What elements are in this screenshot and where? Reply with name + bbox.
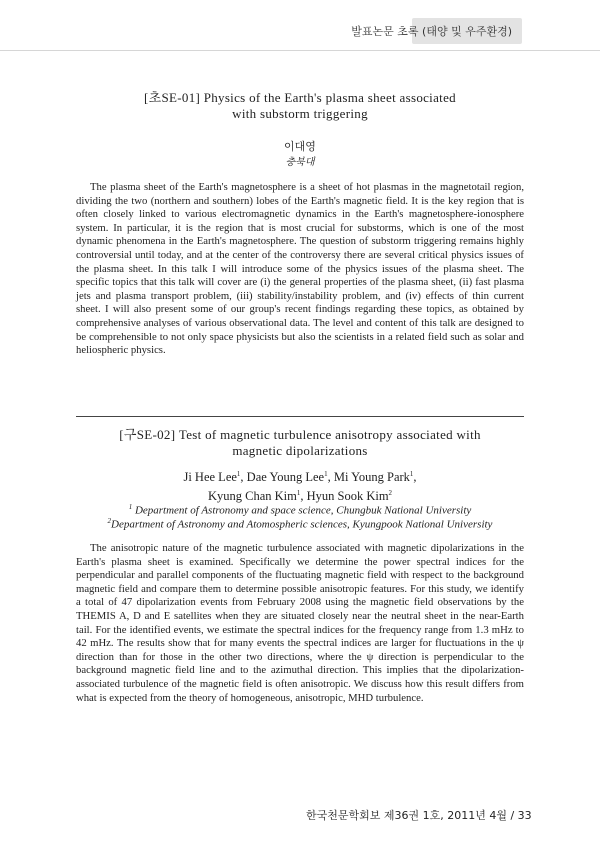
article2-title-line1: [구SE-02] Test of magnetic turbulence anisotropy associated with	[119, 427, 481, 442]
article1-affiliation: 충북대	[285, 157, 315, 168]
page-footer-citation: 한국천문학회보 제36권 1호, 2011년 4월 / 33	[306, 809, 532, 822]
article2-authors	[0, 466, 600, 504]
article2-authors-line1: Ji Hee Lee$^1$, Dae Young Lee$^1$, Mi Young Park$^1$,	[183, 470, 417, 485]
article1-title-line2: with substorm triggering	[232, 106, 368, 121]
article1-title	[86, 90, 514, 122]
affiliation-sup: 1	[128, 503, 133, 511]
affiliation-text: Department of Astronomy and space science, Chungbuk National University	[132, 504, 472, 517]
author-name: Hyun Sook Kim	[306, 489, 389, 504]
article1-author: 이대영	[284, 140, 316, 153]
author-sup: 2	[388, 489, 393, 498]
article2-abstract: The anisotropic nature of the magnetic turbulence associated with magnetic dipolarizations in the Earth's plasma sheet is examined. Specifically we determine the power spectral indices for the perpendicular and parallel components of the fluctuating magnetic field with respect to the background magnetic field and compare them to determine possible anisotropic features. For this study, we identify a total of 47 dipolarization events from February 2008 using the magnetic field observations by the THEMIS A, D and E satellites when they are situated closely near the neutral sheet in the near-Earth tail. For the identified events, we estimate the spectral indices for the frequency range from 1.3 mHz to 42 mHz. The results show that for many events the spectral indices are larger for fluctuations in the ψ direction than for those in the other two directions, where the ψ direction is perpendicular to the background magnetic field line and to the azimuthal direction. This implies that the dipolarization-associated turbulence of the magnetic field is often anisotropic. We discuss how this result differs from what is expected from the theory of homogeneous, anisotropic, MHD turbulence.	[76, 542, 524, 704]
header-rule	[0, 50, 600, 51]
section-header-label: 발표논문 초록 (태양 및 우주환경)	[351, 25, 512, 38]
article-divider	[76, 416, 524, 417]
author-name: Ji Hee Lee	[183, 470, 237, 485]
article1-title-line1: [초SE-01] Physics of the Earth's plasma sheet associated	[144, 90, 456, 105]
section-header-tab	[351, 18, 522, 44]
article2-affiliation-2	[0, 514, 600, 532]
author-sup: 1	[236, 470, 241, 478]
article1-abstract: The plasma sheet of the Earth's magnetosphere is a sheet of hot plasmas in the magnetotail region, dividing the two (northern and southern) lobes of the Earth's magnetic field. It is the key region that is often closely linked to various electromagnetic dynamics in the Earth's magnetosphere-ionosphere system. In particular, it is the region that is most crucial for substorms, which is one of the most dynamic phenomena in the Earth's magnetosphere. The question of substorm triggering remains highly controversial until today, and at the center of the controversy there are several critical physics issues of the plasma sheet. In this talk I will introduce some of the physics issues of the plasma sheet. The specific topics that this talk will cover are (i) the general properties of the plasma sheet, (ii) fast plasma jets and plasma transport problem, (iii) stability/instability problem, and (iv) effects of thin current sheet. I will also present some of our group's recent findings regarding these topics, as obtained by comprehensive analyses of various observational data. The level and content of this talk are designed to be comprehensible to not only space physicists but also the scientists in a related field such as solar and heliospheric physics.	[76, 181, 524, 357]
author-sup: 1	[296, 489, 301, 498]
author-name: Dae Young Lee	[246, 470, 325, 485]
author-name: Kyung Chan Kim	[207, 489, 297, 504]
affiliation-text: Department of Astronomy and Atomospheric sciences, Kyungpook National University	[111, 518, 493, 531]
author-sup: 1	[409, 470, 414, 478]
article2-title	[76, 427, 524, 459]
article2-authors-line2: Kyung Chan Kim$^1$, Hyun Sook Kim$^2$	[207, 489, 393, 504]
author-sup: 1	[324, 470, 328, 478]
affiliation-sup: 2	[107, 517, 112, 525]
author-name: Mi Young Park	[333, 470, 410, 485]
article2-title-line2: magnetic dipolarizations	[232, 443, 368, 458]
